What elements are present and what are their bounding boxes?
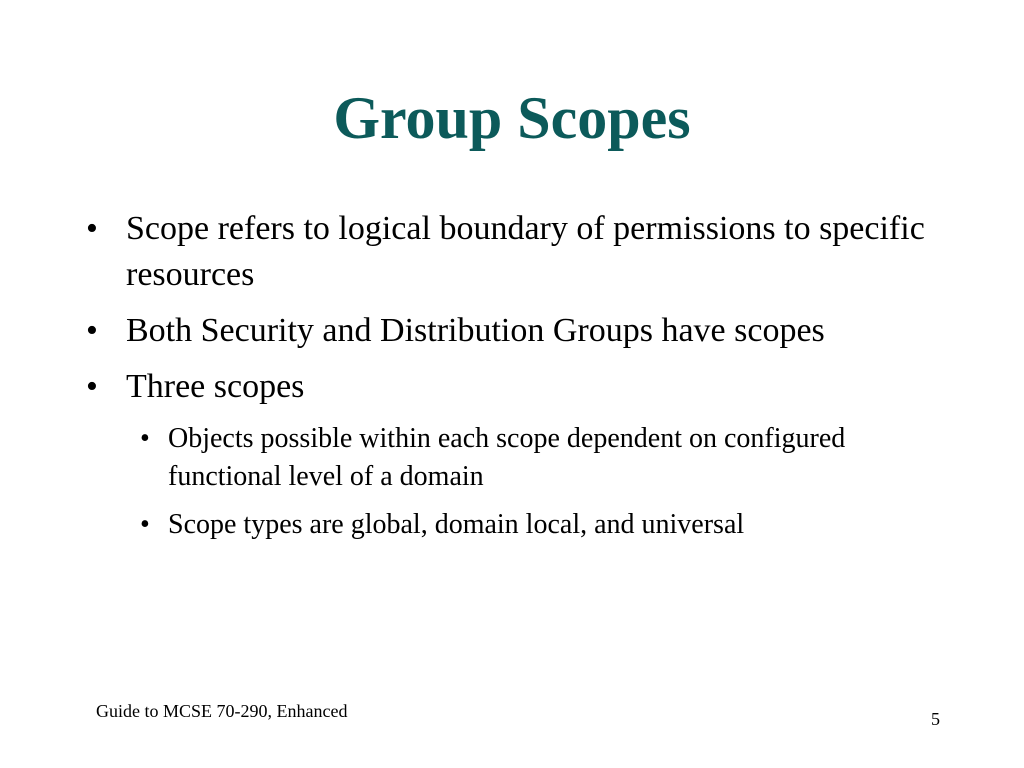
- sub-bullet-item-objects: [140, 420, 946, 496]
- bullet-icon: •: [140, 423, 150, 454]
- bullet-icon: •: [140, 509, 150, 540]
- sub-bullet-text: Objects possible within each scope dependent on configured functional level of a domain: [168, 423, 846, 492]
- bullet-item-group-types: [86, 308, 946, 354]
- bullet-icon: •: [86, 210, 98, 247]
- sub-bullet-list: [86, 420, 946, 544]
- bullet-icon: •: [86, 368, 98, 405]
- bullet-text: Three scopes: [126, 368, 305, 405]
- page-number: 5: [931, 709, 940, 729]
- slide-title: Group Scopes: [333, 85, 691, 151]
- bullet-text: Both Security and Distribution Groups have scopes: [126, 312, 825, 349]
- footer-course-title: Guide to MCSE 70-290, Enhanced: [96, 701, 348, 721]
- bullet-item-three-scopes: [86, 364, 946, 410]
- bullet-icon: •: [86, 312, 98, 349]
- bullet-list: [86, 206, 946, 554]
- sub-bullet-text: Scope types are global, domain local, and universal: [168, 509, 745, 540]
- bullet-text: Scope refers to logical boundary of permissions to specific resources: [126, 210, 925, 293]
- bullet-item-scope-definition: [86, 206, 946, 298]
- sub-bullet-item-scope-types: [140, 506, 946, 544]
